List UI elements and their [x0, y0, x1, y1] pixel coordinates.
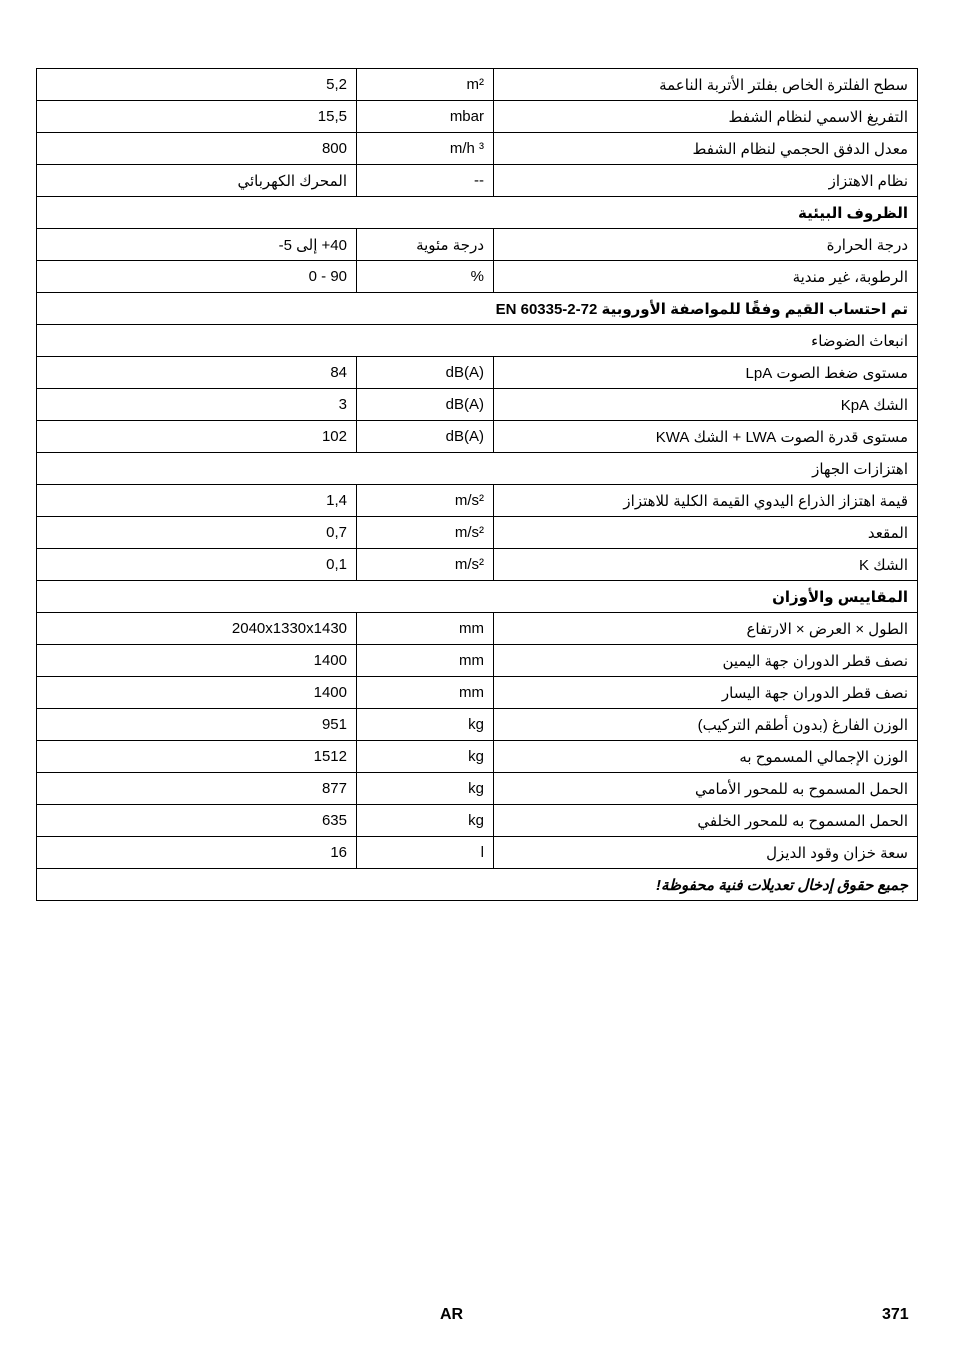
label-cell: الرطوبة، غير مندية: [494, 261, 918, 293]
unit-cell: kg: [357, 709, 494, 741]
label-cell: المقعد: [494, 517, 918, 549]
unit-cell: %: [357, 261, 494, 293]
unit-cell: m/s²: [357, 517, 494, 549]
unit-cell: kg: [357, 805, 494, 837]
label-cell: نصف قطر الدوران جهة اليسار: [494, 677, 918, 709]
subsection-row: [37, 325, 918, 357]
value-cell: 951: [37, 709, 357, 741]
footnote: جميع حقوق إدخال تعديلات فنية محفوظة!: [37, 869, 918, 901]
table-row: [37, 773, 918, 805]
section-heading-row: [37, 293, 918, 325]
table-row: [37, 389, 918, 421]
label-cell: الوزن الفارغ (بدون أطقم التركيب): [494, 709, 918, 741]
label-cell: نصف قطر الدوران جهة اليمين: [494, 645, 918, 677]
table-row: [37, 613, 918, 645]
unit-cell: mm: [357, 645, 494, 677]
value-cell: 5,2: [37, 69, 357, 101]
table-row: [37, 165, 918, 197]
value-cell: 84: [37, 357, 357, 389]
value-cell: المحرك الكهربائي: [37, 165, 357, 197]
unit-cell: mm: [357, 613, 494, 645]
label-cell: الشك KpA: [494, 389, 918, 421]
table-row: [37, 805, 918, 837]
subsection-row: [37, 453, 918, 485]
subsection-label: انبعاث الضوضاء: [37, 325, 918, 357]
value-cell: 877: [37, 773, 357, 805]
table-row: [37, 133, 918, 165]
unit-cell: dB(A): [357, 421, 494, 453]
unit-cell: mbar: [357, 101, 494, 133]
technical-data-body: [37, 69, 918, 901]
value-cell: 102: [37, 421, 357, 453]
label-cell: مستوى ضغط الصوت LpA: [494, 357, 918, 389]
label-cell: الطول × العرض × الارتفاع: [494, 613, 918, 645]
table-row: [37, 517, 918, 549]
label-cell: سعة خزان وقود الديزل: [494, 837, 918, 869]
value-cell: 0,1: [37, 549, 357, 581]
subsection-label: اهتزازات الجهاز: [37, 453, 918, 485]
section-heading: الظروف البيئية: [37, 197, 918, 229]
label-cell: الشك K: [494, 549, 918, 581]
label-cell: الحمل المسموح به للمحور الخلفي: [494, 805, 918, 837]
label-cell: الحمل المسموح به للمحور الأمامي: [494, 773, 918, 805]
section-heading-row: [37, 197, 918, 229]
label-cell: مستوى قدرة الصوت LWA + الشك KWA: [494, 421, 918, 453]
label-cell: سطح الفلترة الخاص بفلتر الأتربة الناعمة: [494, 69, 918, 101]
section-heading: تم احتساب القيم وفقًا للمواصفة الأوروبية EN 60335-2-72: [37, 293, 918, 325]
unit-cell: m²: [357, 69, 494, 101]
table-row: [37, 101, 918, 133]
table-row: [37, 709, 918, 741]
table-row: [37, 741, 918, 773]
value-cell: 15,5: [37, 101, 357, 133]
label-cell: معدل الدفق الحجمي لنظام الشفط: [494, 133, 918, 165]
unit-cell: kg: [357, 741, 494, 773]
table-row: [37, 485, 918, 517]
value-cell: 0 - 90: [37, 261, 357, 293]
unit-cell: m/s²: [357, 549, 494, 581]
table-row: [37, 261, 918, 293]
footnote-row: [37, 869, 918, 901]
unit-cell: dB(A): [357, 357, 494, 389]
unit-cell: mm: [357, 677, 494, 709]
value-cell: 1,4: [37, 485, 357, 517]
value-cell: 1400: [37, 645, 357, 677]
value-cell: 1400: [37, 677, 357, 709]
value-cell: ‎-5 إلى ‎+40: [37, 229, 357, 261]
table-row: [37, 837, 918, 869]
table-row: [37, 229, 918, 261]
value-cell: 2040x1330x1430: [37, 613, 357, 645]
unit-cell: l: [357, 837, 494, 869]
language-code: AR: [440, 1306, 464, 1323]
table-row: [37, 549, 918, 581]
value-cell: 1512: [37, 741, 357, 773]
table-row: [37, 677, 918, 709]
value-cell: 0,7: [37, 517, 357, 549]
value-cell: 800: [37, 133, 357, 165]
label-cell: التفريغ الاسمي لنظام الشفط: [494, 101, 918, 133]
value-cell: 16: [37, 837, 357, 869]
table-row: [37, 69, 918, 101]
label-cell: درجة الحرارة: [494, 229, 918, 261]
unit-cell: kg: [357, 773, 494, 805]
unit-cell: dB(A): [357, 389, 494, 421]
unit-cell: m/h ³: [357, 133, 494, 165]
section-heading: المقاييس والأوزان: [37, 581, 918, 613]
table-row: [37, 645, 918, 677]
table-row: [37, 421, 918, 453]
label-cell: الوزن الإجمالي المسموح به: [494, 741, 918, 773]
label-cell: نظام الاهتزاز: [494, 165, 918, 197]
value-cell: 635: [37, 805, 357, 837]
section-heading-row: [37, 581, 918, 613]
page-number: 371: [882, 1306, 909, 1323]
technical-data-table: [36, 68, 918, 901]
table-row: [37, 357, 918, 389]
label-cell: قيمة اهتزاز الذراع اليدوي القيمة الكلية للاهتزاز: [494, 485, 918, 517]
unit-cell: --: [357, 165, 494, 197]
unit-cell: درجة مئوية: [357, 229, 494, 261]
unit-cell: m/s²: [357, 485, 494, 517]
value-cell: 3: [37, 389, 357, 421]
